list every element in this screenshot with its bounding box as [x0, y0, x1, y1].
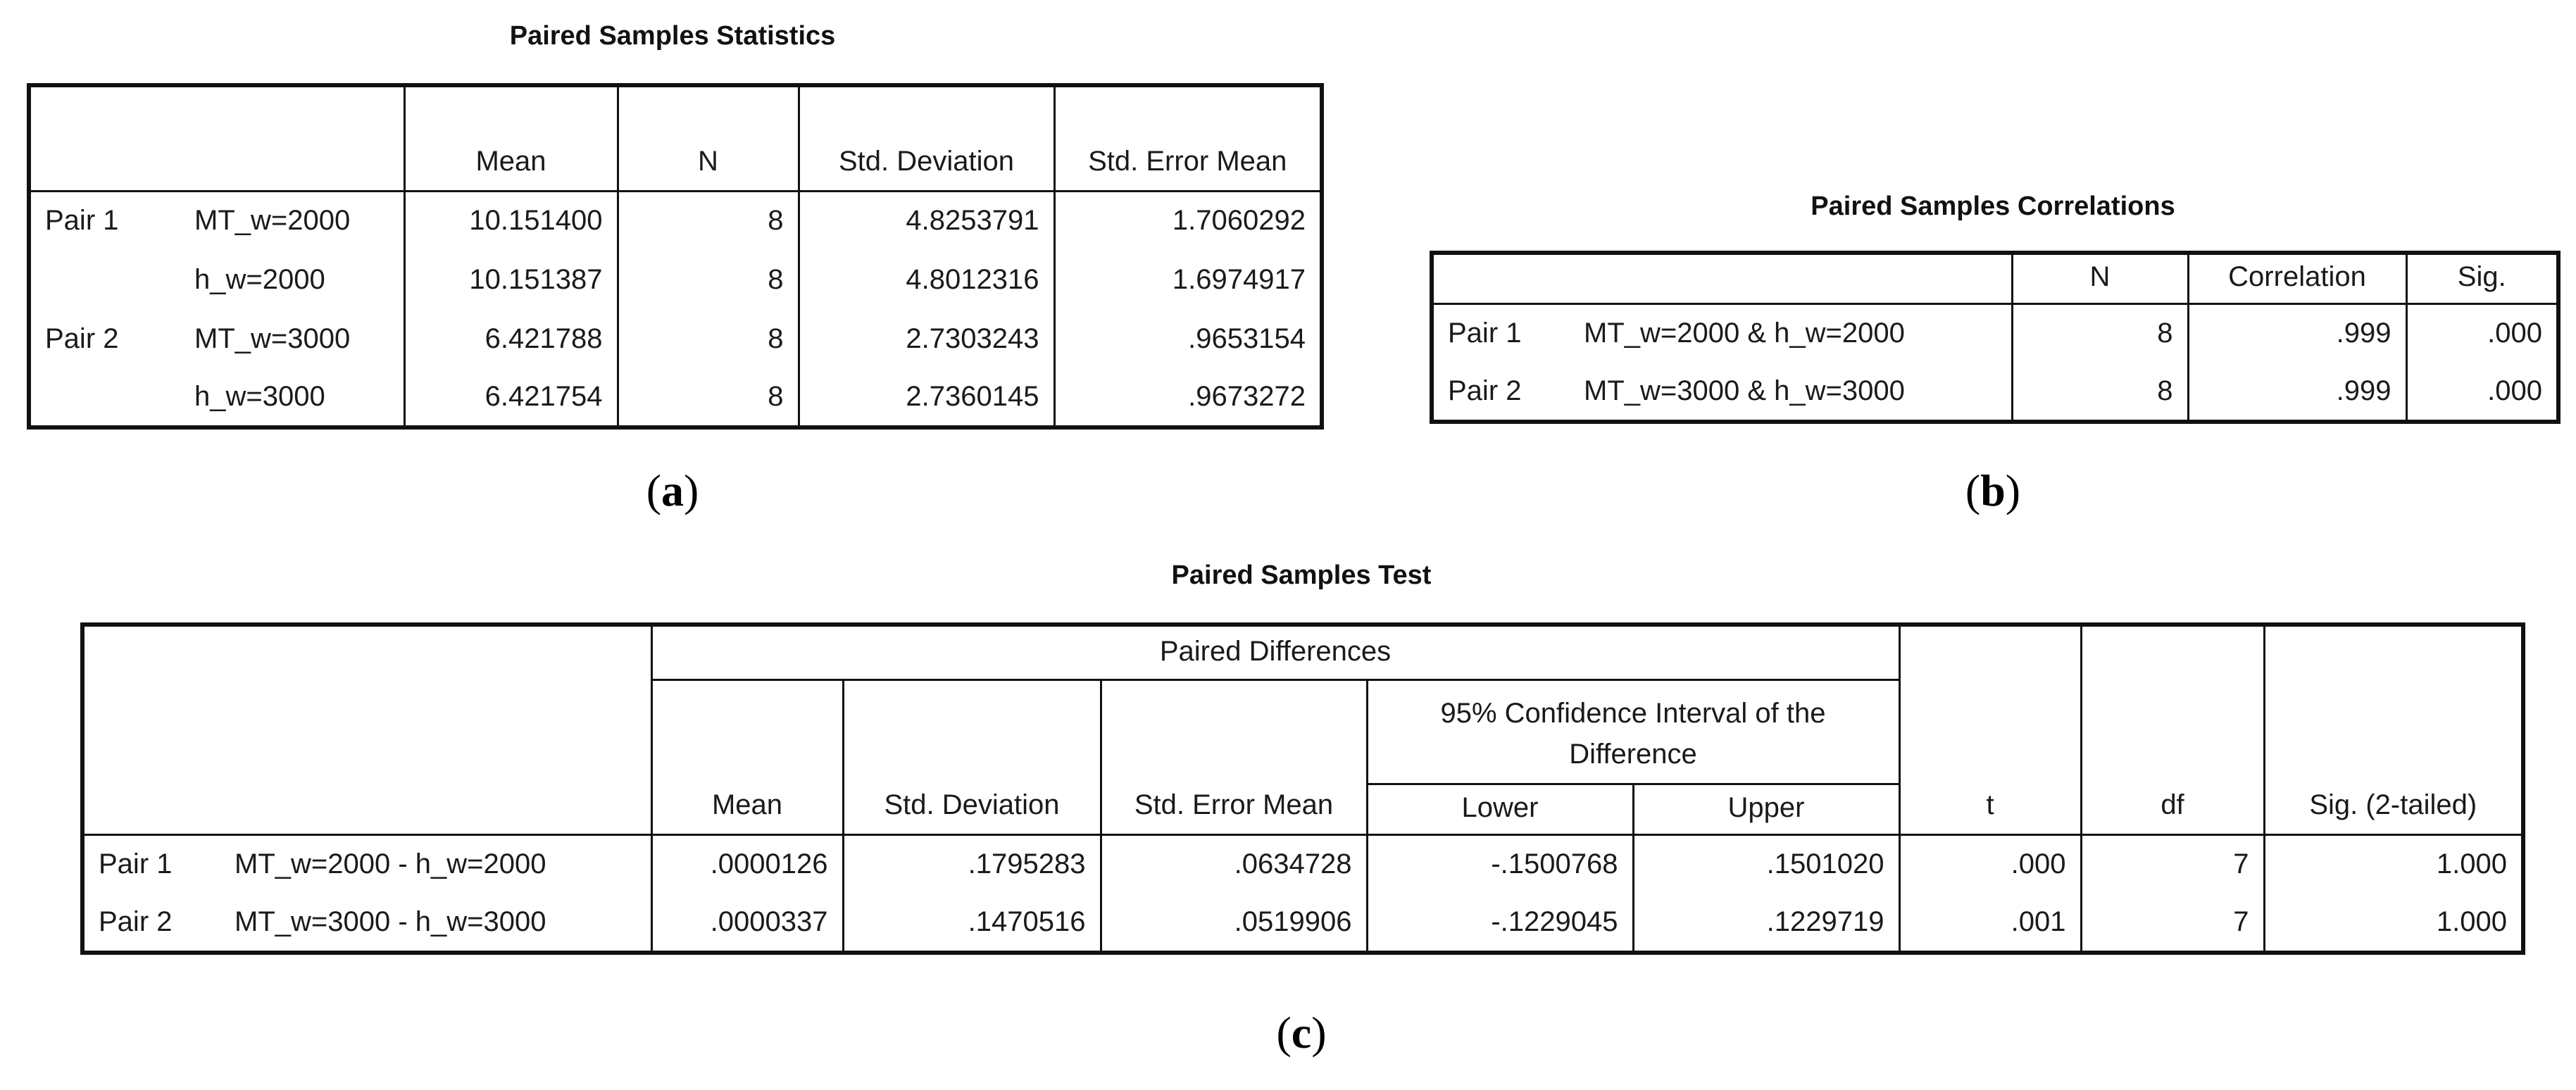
table-header-row	[1432, 253, 2558, 303]
header-paired-differences: Paired Differences	[651, 625, 1899, 679]
table-row	[1432, 363, 2558, 422]
header-std-error-mean: Std. Error Mean	[1054, 85, 1322, 191]
table-b-title: Paired Samples Correlations	[1811, 192, 2175, 221]
std-deviation-value: 4.8253791	[799, 191, 1054, 250]
mean-value: .0000126	[710, 848, 828, 880]
mean-value: 10.151400	[404, 191, 618, 250]
paired-samples-test-table	[80, 622, 2525, 955]
n-value: 8	[618, 309, 799, 368]
pair-label	[29, 368, 180, 427]
header-df: df	[2081, 625, 2264, 834]
correlation-value: .999	[2188, 303, 2406, 363]
header-std-deviation: Std. Deviation	[843, 679, 1101, 834]
table-row	[29, 309, 1322, 368]
caption-a: (a)	[646, 465, 699, 515]
header-std-deviation: Std. Deviation	[799, 85, 1054, 191]
variable-difference: MT_w=3000 - h_w=3000	[220, 894, 651, 953]
table-row	[82, 834, 2523, 894]
paired-samples-correlations-table	[1430, 251, 2561, 424]
variable-pair: MT_w=2000 & h_w=2000	[1570, 303, 2012, 363]
header-lower: Lower	[1367, 784, 1633, 834]
table-row	[29, 368, 1322, 427]
variable-name: h_w=3000	[180, 368, 404, 427]
header-n: N	[618, 85, 799, 191]
t-value: .001	[1899, 894, 2081, 953]
sig-value: 1.000	[2264, 834, 2523, 894]
upper-value: .1501020	[1633, 834, 1899, 894]
std-deviation-value: 2.7303243	[799, 309, 1054, 368]
std-error-mean-value: 1.6974917	[1054, 250, 1322, 309]
pair-label: Pair 1	[1448, 318, 1522, 349]
df-value: 7	[2081, 834, 2264, 894]
std-error-mean-value: .0519906	[1101, 894, 1367, 953]
variable-name: h_w=2000	[180, 250, 404, 309]
caption-c: (c)	[1276, 1008, 1327, 1058]
n-value: 8	[618, 191, 799, 250]
pair-label	[29, 250, 180, 309]
header-correlation: Correlation	[2188, 253, 2406, 303]
correlation-value: .999	[2188, 363, 2406, 422]
header-upper: Upper	[1633, 784, 1899, 834]
sig-value: 1.000	[2264, 894, 2523, 953]
table-header-row	[82, 625, 2523, 679]
std-deviation-value: 4.8012316	[799, 250, 1054, 309]
variable-pair: MT_w=3000 & h_w=3000	[1570, 363, 2012, 422]
n-value: 8	[618, 250, 799, 309]
table-row	[1432, 303, 2558, 363]
pair-label: Pair 1	[99, 848, 173, 880]
std-error-mean-value: .0634728	[1101, 834, 1367, 894]
pair-label: Pair 1	[45, 205, 119, 237]
upper-value: .1229719	[1633, 894, 1899, 953]
lower-value: -.1229045	[1367, 894, 1633, 953]
caption-b: (b)	[1965, 465, 2021, 515]
mean-value: 6.421754	[404, 368, 618, 427]
header-confidence-interval: 95% Confidence Interval of the Difference	[1367, 679, 1899, 784]
std-error-mean-value: 1.7060292	[1054, 191, 1322, 250]
df-value: 7	[2081, 894, 2264, 953]
std-deviation-value: .1795283	[843, 834, 1101, 894]
n-value: 8	[2012, 303, 2188, 363]
lower-value: -.1500768	[1367, 834, 1633, 894]
std-error-mean-value: .9673272	[1054, 368, 1322, 427]
header-mean: Mean	[404, 85, 618, 191]
table-row	[82, 894, 2523, 953]
table-c-title: Paired Samples Test	[1171, 560, 1432, 590]
pair-label: Pair 2	[45, 322, 119, 354]
mean-value: 10.151387	[404, 250, 618, 309]
sig-value: .000	[2406, 363, 2558, 422]
t-value: .000	[1899, 834, 2081, 894]
variable-name: MT_w=2000	[180, 191, 404, 250]
std-error-mean-value: .9653154	[1054, 309, 1322, 368]
header-mean: Mean	[651, 679, 843, 834]
pair-label: Pair 2	[1448, 375, 1522, 406]
n-value: 8	[618, 368, 799, 427]
pair-label: Pair 2	[99, 906, 173, 937]
table-row	[29, 250, 1322, 309]
mean-value: 6.421788	[404, 309, 618, 368]
sig-value: .000	[2406, 303, 2558, 363]
table-row	[29, 191, 1322, 250]
header-std-error-mean: Std. Error Mean	[1101, 679, 1367, 834]
table-a-title: Paired Samples Statistics	[509, 21, 836, 51]
n-value: 8	[2012, 363, 2188, 422]
variable-difference: MT_w=2000 - h_w=2000	[220, 834, 651, 894]
variable-name: MT_w=3000	[180, 309, 404, 368]
paired-samples-statistics-table	[27, 83, 1324, 430]
header-sig: Sig.	[2406, 253, 2558, 303]
mean-value: .0000337	[710, 906, 828, 937]
table-header-row	[29, 85, 1322, 191]
header-t: t	[1899, 625, 2081, 834]
std-deviation-value: .1470516	[843, 894, 1101, 953]
header-sig-2-tailed: Sig. (2-tailed)	[2264, 625, 2523, 834]
header-n: N	[2012, 253, 2188, 303]
std-deviation-value: 2.7360145	[799, 368, 1054, 427]
